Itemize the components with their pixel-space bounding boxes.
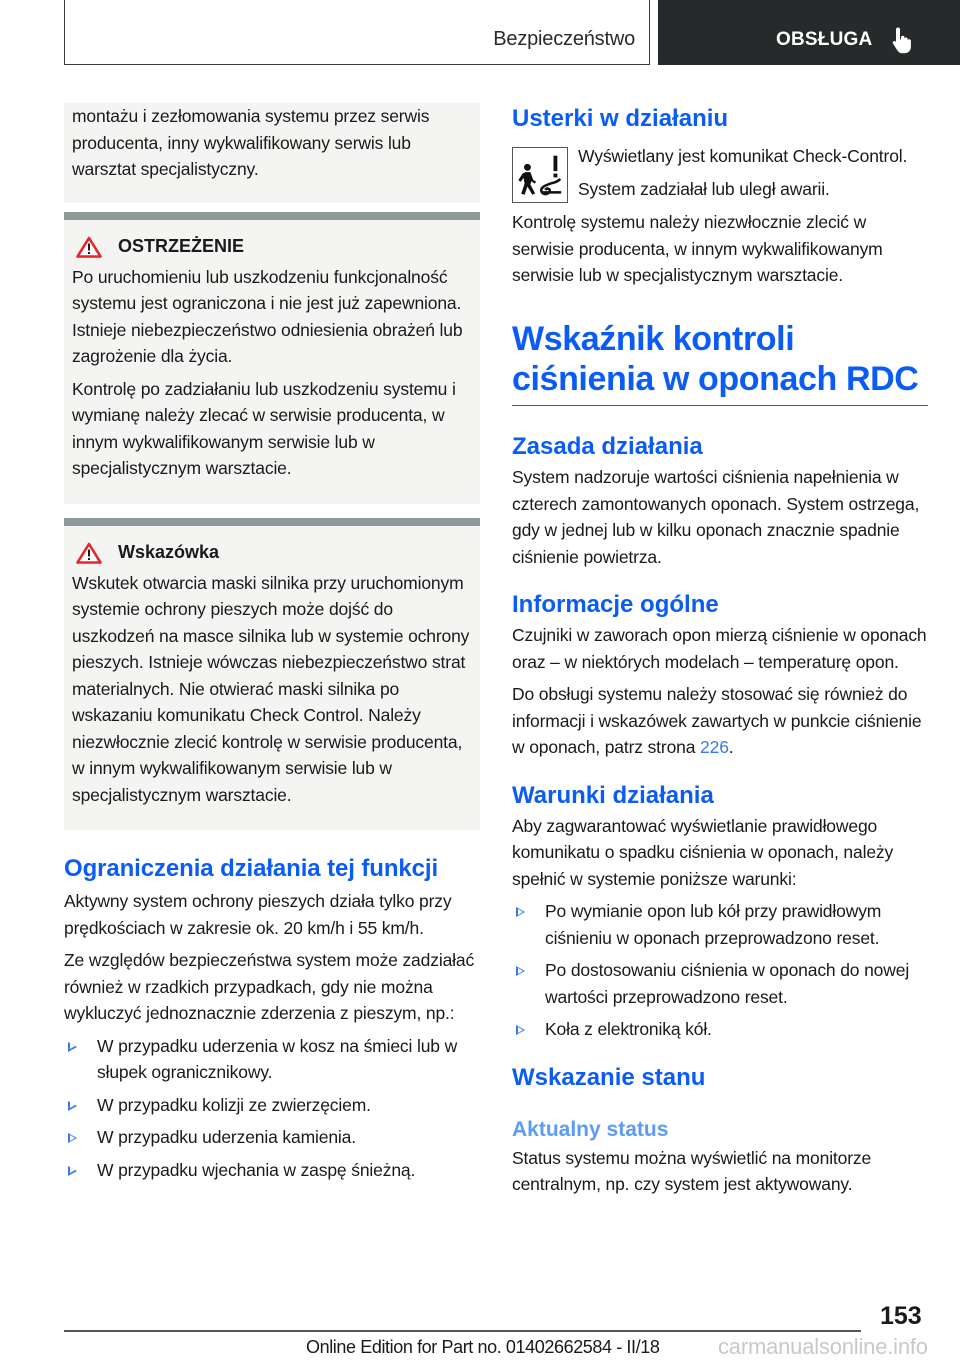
status-subheading: Aktualny status [512,1117,669,1141]
malfunction-heading: Usterki w działaniu [512,105,729,132]
footer-edition-text: Online Edition for Part no. 01402662584 - II/18 [306,1337,660,1357]
warning-paragraph: Po uruchomieniu lub uszkodzeniu funkcjonalność systemu jest ograniczona i nie jest już zapewniona. Istnieje niebezpieczeństwo odniesienia obrażeń lub zagrożenie dla życia. [72,266,463,366]
bullet-triangle-icon [68,1101,77,1111]
bullet-triangle-icon [516,1025,525,1035]
warning-box [64,220,480,504]
header-section-label: Bezpieczeństwo [493,28,635,50]
warning-triangle-icon [76,542,102,564]
bullet-triangle-icon [68,1042,77,1052]
principle-heading: Zasada działania [512,433,703,460]
note-box-rule [64,518,480,526]
status-paragraph: Status systemu można wyświetlić na monitorze centralnym, np. czy system jest aktywowany. [512,1147,872,1194]
intro-box [64,103,480,203]
footer-watermark: carmanualsonline.info [718,1334,928,1359]
footer-rule [64,1330,861,1332]
bullet-triangle-icon [516,966,525,976]
bullet-triangle-icon [68,1166,77,1176]
status-heading: Wskazanie stanu [512,1063,706,1091]
malfunction-icon-paragraph: System zadziałał lub uległ awarii. [578,178,830,199]
warning-paragraph: Kontrolę po zadziałaniu lub uszkodzeniu systemu i wymianę należy zlecać w serwisie producenta, w innym wykwalifikowanym serwisie lub w specjalistycznym warsztacie. [72,378,456,478]
list-item: Po wymianie opon lub kół przy prawidłowym ciśnieniu w oponach przeprowadzono reset. [512,898,928,951]
header-chapter-label: OBSŁUGA [776,29,873,50]
intro-box-text: montażu i zezłomowania systemu przez serwis producenta, inny wykwalifikowany serwis lub warsztat specjalistyczny. [72,106,430,179]
limits-paragraph: Ze względów bezpieczeństwa system może zadziałać również w rzadkich przypadkach, gdy nie można wykluczyć jednoznacznie zderzenia z pieszym, np.: [64,950,475,1023]
note-title: Wskazówka [118,542,220,562]
list-item: W przypadku uderzenia kamienia. [64,1124,480,1151]
list-item: W przypadku wjechania w zaspę śnieżną. [64,1157,480,1184]
list-item: W przypadku uderzenia w kosz na śmieci lub w słupek ogranicznikowy. [64,1033,480,1086]
conditions-paragraph: Aby zagwarantować wyświetlanie prawidłowego komunikatu o spadku ciśnienia w oponach, należy spełnić w systemie poniższe warunki: [512,815,894,889]
left-column [64,103,480,1183]
header-section-tab [64,0,650,65]
bullet-triangle-icon [68,1133,77,1143]
limits-heading: Ograniczenia działania tej funkcji [64,855,439,882]
page-reference-link[interactable]: 226 [700,737,729,757]
warning-triangle-icon [76,236,102,258]
malfunction-icon-paragraph: Wyświetlany jest komunikat Check-Control. [578,146,908,166]
bullet-triangle-icon [516,907,525,917]
malfunction-icon-text [578,143,907,203]
malfunction-paragraph: Kontrolę systemu należy niezwłocznie zlecić w serwisie producenta, w innym wykwalifikowanym serwisie lub w specjalistycznym warsztacie. [512,212,883,285]
main-heading: Wskaźnik kontroli ciśnienia w oponach RDC [512,319,919,398]
general-heading: Informacje ogólne [512,591,719,618]
warning-title: OSTRZEŻENIE [118,236,245,256]
general-paragraph: Czujniki w zaworach opon mierzą ciśnienie w oponach oraz – w niektórych modelach – temperaturę opon. [512,625,927,672]
general-paragraph: Do obsługi systemu należy stosować się również do informacji i wskazówek zawartych w punkcie ciśnienie w oponach, patrz strona 226. [512,684,922,757]
list-item: Po dostosowaniu ciśnienia w oponach do nowej wartości przeprowadzono reset. [512,957,928,1010]
pointing-hand-icon [892,26,916,54]
note-paragraph: Wskutek otwarcia maski silnika przy uruchomionym systemie ochrony pieszych może dojść do uszkodzeń na masce silnika lub w systemie ochrony pieszych. Istnieje wówczas niebezpieczeństwo strat materialnych. Nie otwierać maski silnika po wskazaniu komunikatu Check Control. Należy niezwłocznie zlecić kontrolę w serwisie producenta, w innym wykwalifikowanym serwisie lub w specjalistycznym warsztacie. [72,572,470,805]
principle-paragraph: System nadzoruje wartości ciśnienia napełnienia w czterech zamontowanych oponach. System ostrzega, gdy w jednej lub w kilku oponach znacznie spadnie ciśnienie powietrza. [512,467,920,567]
limits-paragraph: Aktywny system ochrony pieszych działa tylko przy prędkościach w zakresie ok. 20 km/h i 55 km/h. [64,891,452,938]
warning-box-rule [64,212,480,220]
header-chapter-tab [658,0,960,65]
malfunction-icon-row [512,143,928,203]
conditions-heading: Warunki działania [512,781,714,809]
limits-bullet-list [64,1033,480,1184]
warning-title-row [72,232,472,262]
note-box [64,526,480,831]
right-column [512,103,928,1198]
conditions-bullet-list [512,898,928,1043]
main-heading-rule [512,405,928,407]
note-title-row [72,538,472,568]
list-item: Koła z elektroniką kół. [512,1016,928,1043]
list-item: W przypadku kolizji ze zwierzęciem. [64,1092,480,1119]
page-number: 153 [880,1302,922,1330]
pedestrian-protection-warning-icon [512,147,568,203]
